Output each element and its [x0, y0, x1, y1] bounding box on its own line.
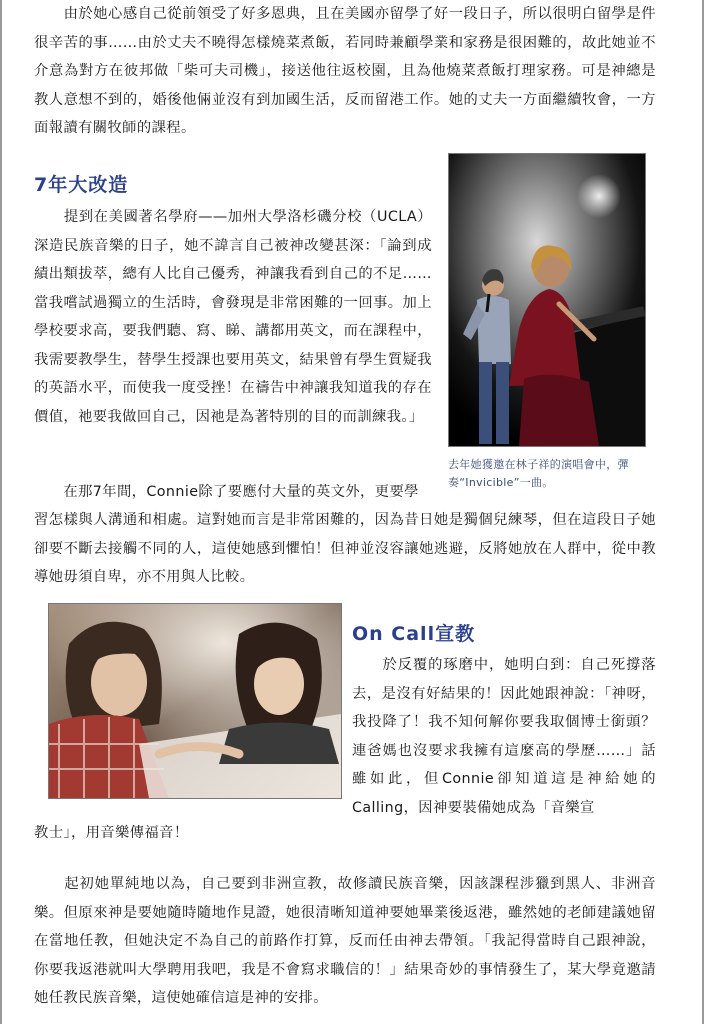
seven-years-paragraph-1: 提到在美國著名學府——加州大學洛杉磯分校（UCLA）深造民族音樂的日子，她不諱言自己被神改變甚深：「論到成績出類拔萃，總有人比自己優秀，神讓我看到自己的不足……當我嚐試過獨立的生活時，會發現是非常困難的一回事。加上學校要求高，要我們聽、寫、睇、講都用英文，而在課程中，我需要教學生，替學生授課也要用英文，結果曾有學生質疑我的英語水平，而使我一度受挫！在禱告中神讓我知道我的存在價值，祂要我做回自己，因祂是為著特別的目的而訓練我。」	[34, 209, 432, 425]
intro-paragraph: 由於她心感自己從前領受了好多恩典，且在美國亦留學了好一段日子，所以很明白留學是件很辛苦的事……由於丈夫不曉得怎樣燒菜煮飯，若同時兼顧學業和家務是很困難的，故此她並不介意為對方在彼邦做「柴可夫司機」，接送他往返校園，且為他燒菜煮飯打理家務。可是神總是教人意想不到的，婚後他倆並沒有到加國生活，反而留港工作。她的丈夫一方面繼續牧會，一方面報讀有關牧師的課程。	[34, 6, 656, 136]
section-heading-on-call: On Call宣教	[352, 623, 476, 645]
page-edge-left	[0, 0, 2, 1024]
concert-photo-caption: 去年她獲邀在林子祥的演唱會中，彈奏“Invicible”一曲。	[448, 458, 629, 489]
on-call-paragraph-1a: 於反覆的琢磨中，她明白到：自己死撐落去，是沒有好結果的！因此她跟神說：「神呀，我投降了！我不知何解你要我取個博士銜頭？連爸媽也沒要求我擁有這麼高的學歷……」話雖如此，但Connie卻知道這是神給她的Calling，因神要裝備她成為「音樂宣	[352, 657, 656, 816]
concert-photo	[448, 153, 646, 447]
seven-years-paragraph-2b: 習怎樣與人溝通和相處。這對她而言是非常困難的，因為昔日她是獨個兒練琴，但在這段日子她卻要不斷去接觸不同的人，這使她感到懼怕！但神並沒容讓她逃避，反將她放在人群中，從中教導她毋須自卑，亦不用與人比較。	[34, 512, 656, 585]
on-call-paragraph-1b: 教士」，用音樂傳福音！	[34, 825, 189, 841]
on-call-paragraph-2: 起初她單純地以為，自己要到非洲宣教，故修讀民族音樂，因該課程涉獵到黑人、非洲音樂。但原來神是要她隨時隨地作見證，她很清晰知道神要她畢業後返港，雖然她的老師建議她留在當地任教，但她決定不為自己的前路作打算，反而任由神去帶領。「我記得當時自己跟神說，你要我返港就叫大學聘用我吧，我是不會寫求職信的！」結果奇妙的事情發生了，某大學竟邀請她任教民族音樂，這使她確信這是神的安排。	[34, 876, 656, 1006]
concert-photo-image	[449, 154, 645, 446]
portrait-photo-image	[49, 604, 341, 798]
section-heading-seven-years: 7年大改造	[34, 174, 129, 196]
portrait-photo	[48, 603, 342, 799]
seven-years-paragraph-2a: 在那7年間，Connie除了要應付大量的英文外，更要學	[34, 484, 419, 500]
